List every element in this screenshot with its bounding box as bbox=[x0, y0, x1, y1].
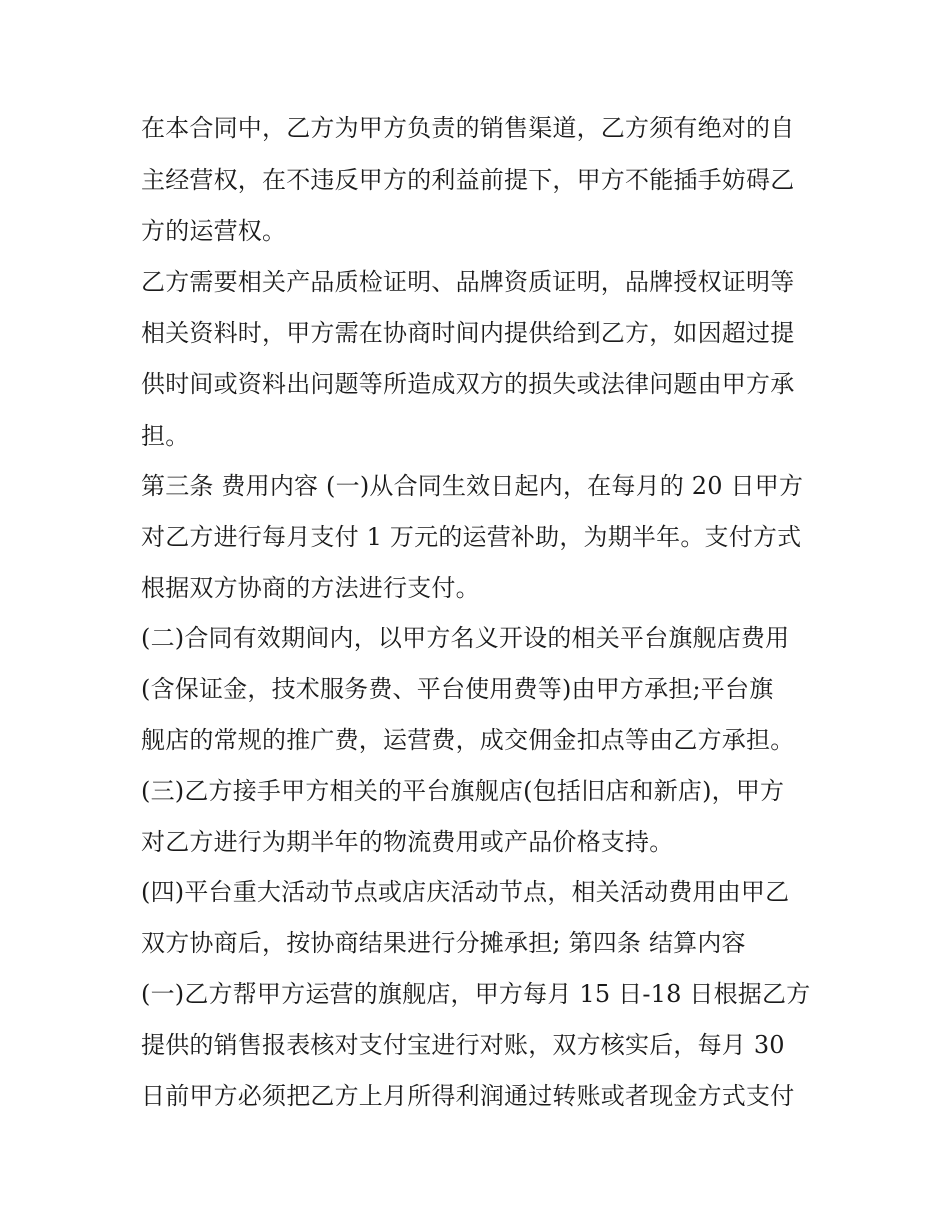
text-line: 对乙方进行为期半年的物流费用或产品价格支持。 bbox=[141, 828, 674, 856]
text-line: (四)平台重大活动节点或店庆活动节点，相关活动费用由甲乙 bbox=[141, 878, 790, 906]
text-line: 方的运营权。 bbox=[141, 217, 287, 245]
text-line: 第三条 费用内容 (一)从合同生效日起内，在每月的 20 日甲方 bbox=[141, 472, 804, 500]
text-line: 双方协商后，按协商结果进行分摊承担; 第四条 结算内容 bbox=[141, 929, 746, 957]
text-line: (三)乙方接手甲方相关的平台旗舰店(包括旧店和新店)，甲方 bbox=[141, 777, 785, 805]
text-line: 主经营权，在不违反甲方的利益前提下，甲方不能插手妨碍乙 bbox=[141, 166, 795, 194]
text-line: 供时间或资料出问题等所造成双方的损失或法律问题由甲方承 bbox=[141, 370, 795, 398]
text-line: 相关资料时，甲方需在协商时间内提供给到乙方，如因超过提 bbox=[141, 319, 795, 347]
text-line: 提供的销售报表核对支付宝进行对账，双方核实后，每月 30 bbox=[141, 1031, 785, 1059]
text-line: 在本合同中，乙方为甲方负责的销售渠道，乙方须有绝对的自 bbox=[141, 114, 795, 142]
text-line: 舰店的常规的推广费，运营费，成交佣金扣点等由乙方承担。 bbox=[141, 726, 795, 754]
text-line: 担。 bbox=[141, 422, 190, 450]
text-line: 乙方需要相关产品质检证明、品牌资质证明，品牌授权证明等 bbox=[141, 268, 795, 296]
text-line: 对乙方进行每月支付 1 万元的运营补助，为期半年。支付方式 bbox=[141, 523, 802, 551]
text-line: (二)合同有效期间内，以甲方名义开设的相关平台旗舰店费用 bbox=[141, 624, 790, 652]
text-line: (含保证金，技术服务费、平台使用费等)由甲方承担;平台旗 bbox=[141, 675, 774, 703]
text-line: (一)乙方帮甲方运营的旗舰店，甲方每月 15 日-18 日根据乙方 bbox=[141, 980, 811, 1008]
text-line: 根据双方协商的方法进行支付。 bbox=[141, 574, 480, 602]
text-line: 日前甲方必须把乙方上月所得利润通过转账或者现金方式支付 bbox=[141, 1082, 795, 1110]
